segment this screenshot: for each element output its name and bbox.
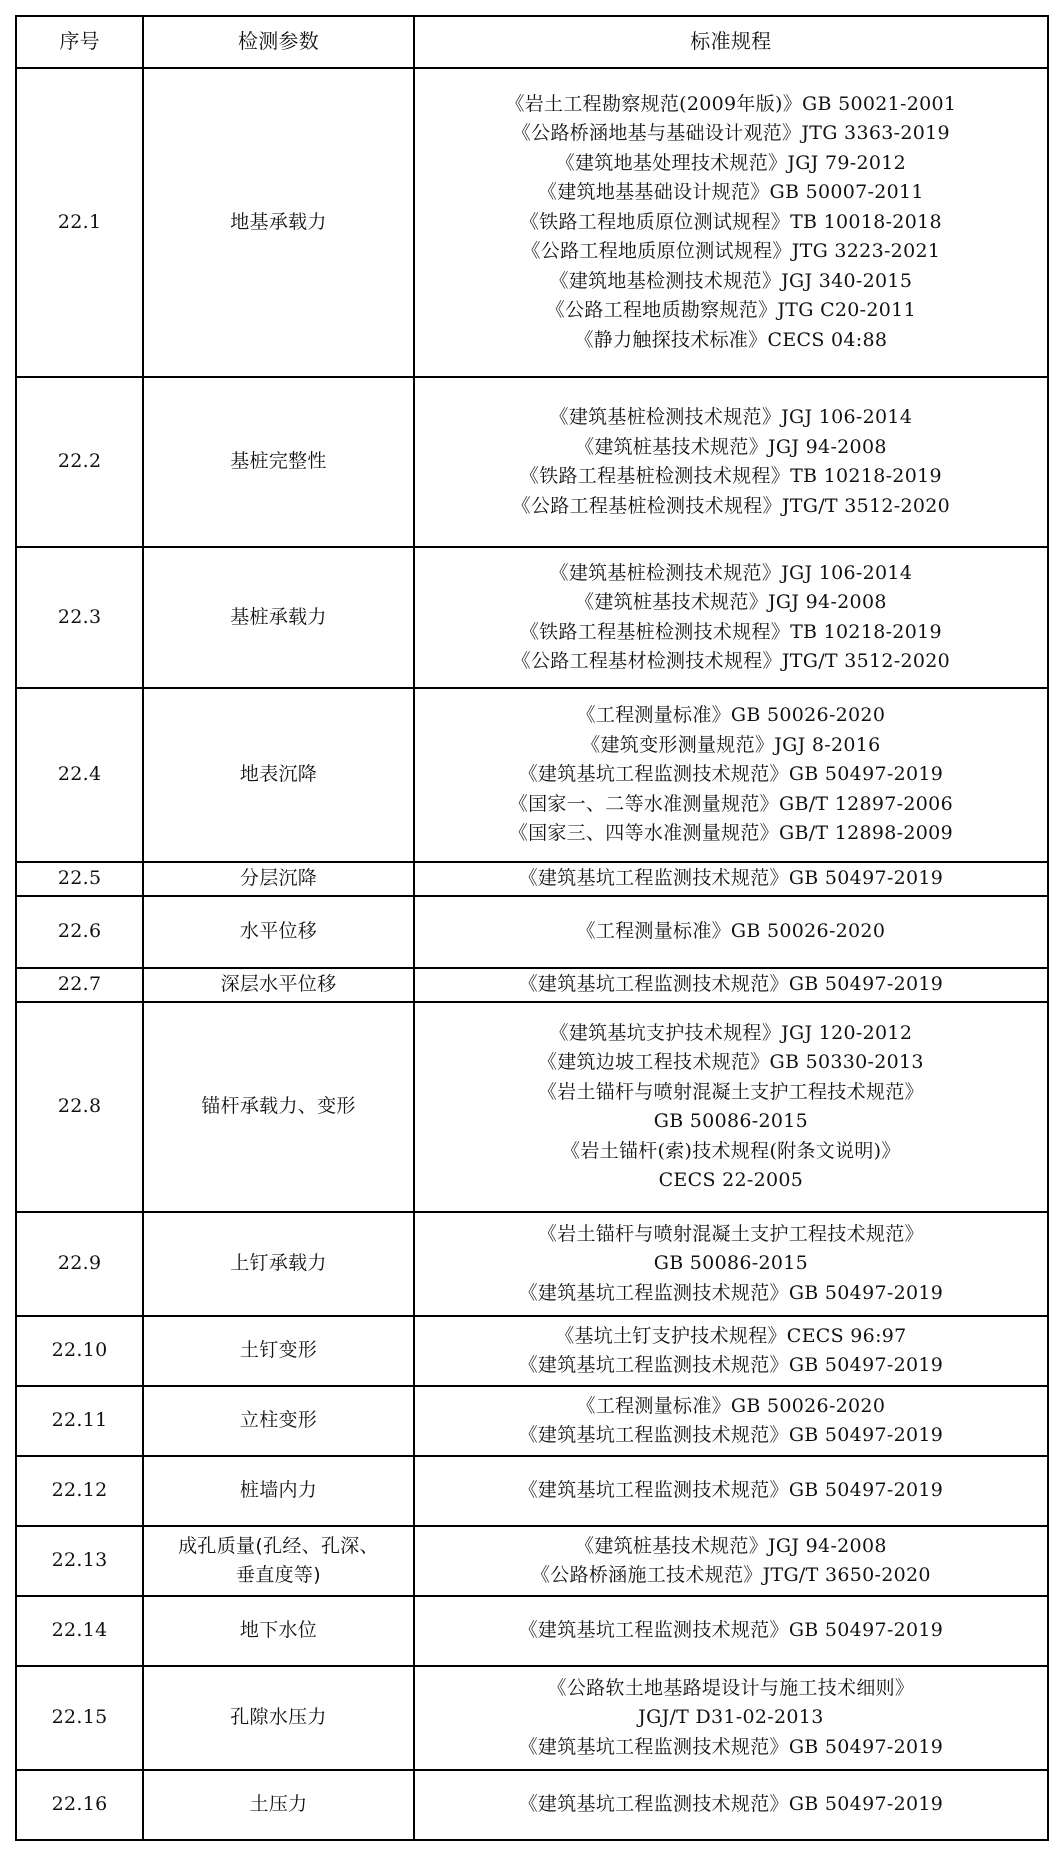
test-parameter: 分层沉降 [143, 862, 414, 896]
test-parameter: 基桩承载力 [143, 547, 414, 688]
standard-reference: 《公路软土地基路堤设计与施工技术细则》 [547, 1676, 915, 1699]
row-number: 22.4 [16, 688, 143, 862]
row-number: 22.16 [16, 1770, 143, 1840]
standard-reference: 《建筑变形测量规范》JGJ 8-2016 [581, 733, 881, 756]
standard-reference: 《岩土工程勘察规范(2009年版)》GB 50021-2001 [505, 92, 957, 115]
standard-reference: 《铁路工程基桩检测技术规程》TB 10218-2019 [519, 620, 942, 643]
standard-reference: 《铁路工程地质原位测试规程》TB 10018-2018 [519, 210, 942, 233]
standards-cell [414, 862, 1048, 896]
row-number: 22.8 [16, 1002, 143, 1212]
standards-cell [414, 1770, 1048, 1840]
row-number: 22.2 [16, 377, 143, 547]
standard-reference: 《建筑桩基技术规范》JGJ 94-2008 [575, 1534, 887, 1557]
standard-reference: 《基坑土钉支护技术规程》CECS 96:97 [555, 1324, 907, 1347]
standard-reference: 《建筑基坑支护技术规程》JGJ 120-2012 [549, 1021, 913, 1044]
standards-cell [414, 547, 1048, 688]
row-number: 22.7 [16, 968, 143, 1002]
standard-reference: 《建筑地基检测技术规范》JGJ 340-2015 [549, 269, 913, 292]
table-body [16, 68, 1048, 1840]
standard-reference: 《建筑地基基础设计规范》GB 50007-2011 [537, 181, 924, 204]
standards-cell [414, 1316, 1048, 1386]
standards-cell [414, 896, 1048, 968]
table-row [16, 1596, 1048, 1666]
table-row [16, 1770, 1048, 1840]
row-number: 22.1 [16, 68, 143, 377]
standard-reference: 《岩土锚杆与喷射混凝土支护工程技术规范》 [537, 1080, 924, 1103]
test-parameter-line: 垂直度等) [236, 1564, 321, 1586]
standard-reference: 《建筑基坑工程监测技术规范》GB 50497-2019 [518, 763, 944, 786]
header-param: 检测参数 [143, 16, 414, 68]
table-row [16, 1526, 1048, 1596]
table-row [16, 862, 1048, 896]
standards-cell [414, 968, 1048, 1002]
test-parameter: 土钉变形 [143, 1316, 414, 1386]
standard-reference: 《岩土锚杆与喷射混凝土支护工程技术规范》 [537, 1222, 924, 1245]
table-row [16, 1666, 1048, 1770]
standard-reference: 《岩土锚杆(索)技术规程(附条文说明)》 [561, 1139, 901, 1162]
row-number: 22.6 [16, 896, 143, 968]
standard-reference: 《铁路工程基桩检测技术规程》TB 10218-2019 [519, 465, 942, 487]
table-row [16, 68, 1048, 377]
standards-cell [414, 1526, 1048, 1596]
test-parameter: 水平位移 [143, 896, 414, 968]
table-row [16, 1002, 1048, 1212]
test-parameter: 地下水位 [143, 1596, 414, 1666]
standard-reference: 《工程测量标准》GB 50026-2020 [576, 920, 886, 943]
standard-reference: 《公路桥涵施工技术规范》JTG/T 3650-2020 [530, 1564, 931, 1586]
standard-reference: 《公路工程地质勘察规范》JTG C20-2011 [545, 299, 916, 322]
standard-reference: 《建筑基坑工程监测技术规范》GB 50497-2019 [518, 867, 944, 890]
standards-cell [414, 1456, 1048, 1526]
standard-reference: JGJ/T D31-02-2013 [638, 1706, 824, 1729]
standard-reference: 《建筑基桩检测技术规范》JGJ 106-2014 [549, 561, 913, 584]
standard-reference: 《建筑基坑工程监测技术规范》GB 50497-2019 [518, 1354, 944, 1376]
table-row [16, 547, 1048, 688]
test-parameter: 锚杆承载力、变形 [143, 1002, 414, 1212]
row-number: 22.3 [16, 547, 143, 688]
test-parameter: 地表沉降 [143, 688, 414, 862]
standard-reference: CECS 22-2005 [658, 1169, 804, 1191]
standards-cell [414, 1386, 1048, 1456]
standard-reference: GB 50086-2015 [653, 1110, 809, 1132]
test-parameter: 孔隙水压力 [143, 1666, 414, 1770]
standard-reference: 《工程测量标准》GB 50026-2020 [576, 704, 886, 727]
standard-reference: 《建筑桩基技术规范》JGJ 94-2008 [575, 435, 887, 458]
test-parameter: 基桩完整性 [143, 377, 414, 547]
standard-reference: 《建筑基坑工程监测技术规范》GB 50497-2019 [518, 1424, 944, 1446]
standards-cell [414, 1212, 1048, 1316]
row-number: 22.13 [16, 1526, 143, 1596]
test-parameter: 桩墙内力 [143, 1456, 414, 1526]
test-parameter: 土压力 [143, 1770, 414, 1840]
row-number: 22.12 [16, 1456, 143, 1526]
standard-reference: 《建筑基坑工程监测技术规范》GB 50497-2019 [518, 973, 944, 996]
standard-reference: 《静力触探技术标准》CECS 04:88 [574, 328, 888, 351]
standard-reference: 《建筑基坑工程监测技术规范》GB 50497-2019 [518, 1619, 944, 1642]
standard-reference: 《建筑桩基技术规范》JGJ 94-2008 [575, 591, 887, 613]
standards-table [15, 15, 1049, 1841]
row-number: 22.11 [16, 1386, 143, 1456]
standard-reference: 《建筑地基处理技术规范》JGJ 79-2012 [555, 151, 907, 174]
header-row [16, 16, 1048, 68]
standard-reference: 《公路工程基桩检测技术规程》JTG/T 3512-2020 [511, 494, 951, 517]
standard-reference: GB 50086-2015 [653, 1252, 809, 1275]
table-row [16, 896, 1048, 968]
standard-reference: 《建筑基坑工程监测技术规范》GB 50497-2019 [518, 1735, 944, 1758]
table-row [16, 1386, 1048, 1456]
test-parameter: 深层水平位移 [143, 968, 414, 1002]
standards-cell [414, 68, 1048, 377]
test-parameter: 立柱变形 [143, 1386, 414, 1456]
test-parameter [143, 1526, 414, 1596]
standards-cell [414, 1002, 1048, 1212]
row-number: 22.15 [16, 1666, 143, 1770]
row-number: 22.10 [16, 1316, 143, 1386]
standards-cell [414, 688, 1048, 862]
table-row [16, 1456, 1048, 1526]
test-parameter: 上钉承载力 [143, 1212, 414, 1316]
standard-reference: 《公路桥涵地基与基础设计观范》JTG 3363-2019 [511, 122, 950, 145]
table-row [16, 377, 1048, 547]
standard-reference: 《国家三、四等水准测量规范》GB/T 12898-2009 [508, 822, 953, 845]
standard-reference: 《建筑基坑工程监测技术规范》GB 50497-2019 [518, 1793, 944, 1816]
test-parameter-line: 成孔质量(孔经、孔深、 [178, 1534, 379, 1557]
standards-cell [414, 1596, 1048, 1666]
standard-reference: 《建筑基坑工程监测技术规范》GB 50497-2019 [518, 1281, 944, 1304]
table-row [16, 968, 1048, 1002]
standard-reference: 《建筑基桩检测技术规范》JGJ 106-2014 [549, 406, 913, 428]
table-row [16, 1212, 1048, 1316]
row-number: 22.9 [16, 1212, 143, 1316]
header-standard: 标准规程 [414, 16, 1048, 68]
table-row [16, 688, 1048, 862]
standard-reference: 《工程测量标准》GB 50026-2020 [576, 1394, 886, 1417]
header-no: 序号 [16, 16, 143, 68]
standards-cell [414, 377, 1048, 547]
table-row [16, 1316, 1048, 1386]
standard-reference: 《建筑边坡工程技术规范》GB 50330-2013 [537, 1051, 924, 1073]
standards-cell [414, 1666, 1048, 1770]
standard-reference: 《建筑基坑工程监测技术规范》GB 50497-2019 [518, 1479, 944, 1502]
row-number: 22.5 [16, 862, 143, 896]
standard-reference: 《公路工程地质原位测试规程》JTG 3223-2021 [521, 240, 941, 263]
standard-reference: 《国家一、二等水准测量规范》GB/T 12897-2006 [508, 792, 953, 815]
row-number: 22.14 [16, 1596, 143, 1666]
standard-reference: 《公路工程基材检测技术规程》JTG/T 3512-2020 [511, 650, 951, 672]
test-parameter: 地基承载力 [143, 68, 414, 377]
